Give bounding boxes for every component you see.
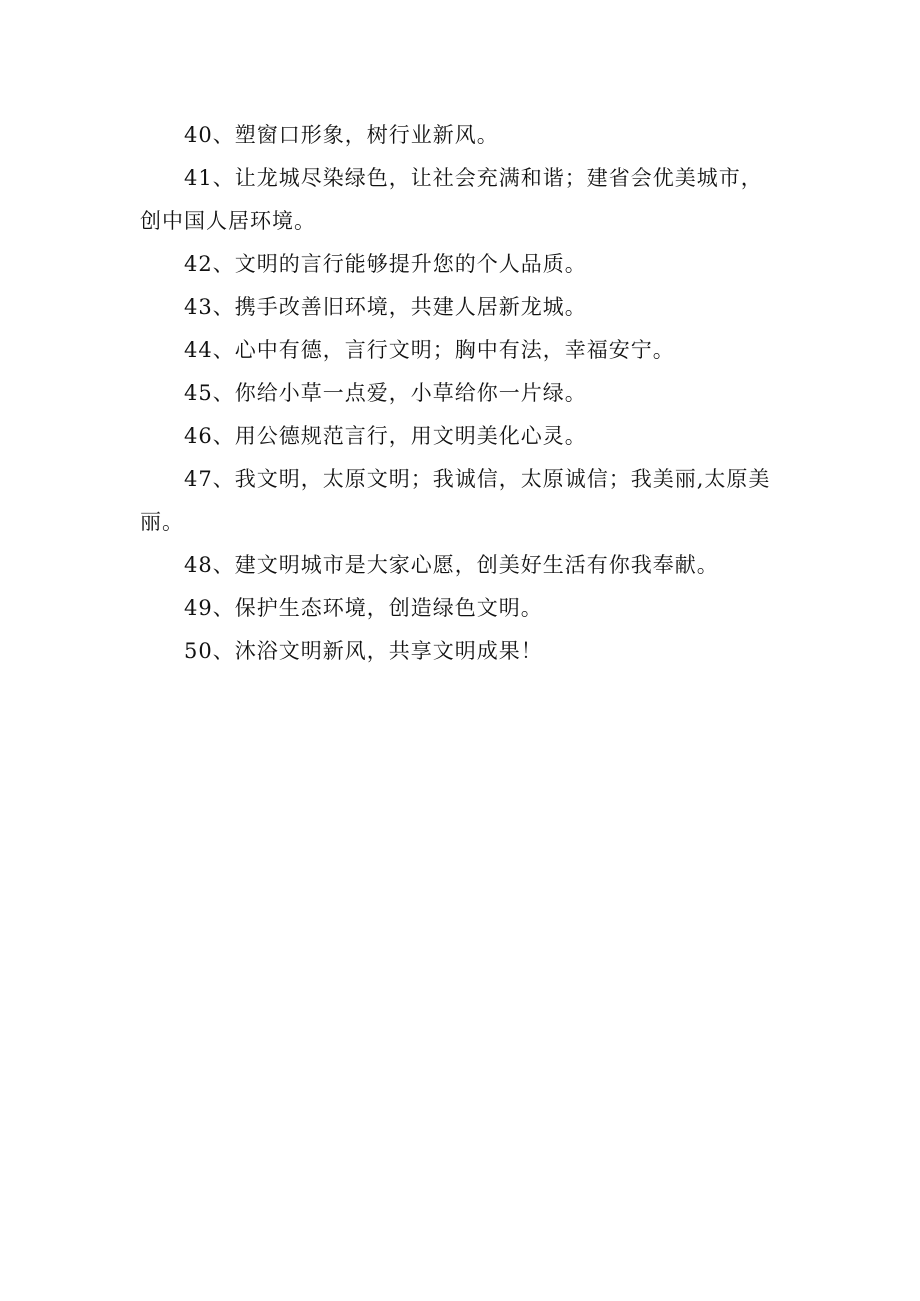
slogan-item: 48、建文明城市是大家心愿，创美好生活有你我奉献。 bbox=[184, 553, 719, 577]
slogan-item: 47、我文明，太原文明；我诚信，太原诚信；我美丽,太原美丽。 bbox=[140, 467, 771, 534]
slogan-item: 46、用公德规范言行，用文明美化心灵。 bbox=[184, 424, 587, 448]
slogan-item: 49、保护生态环境，创造绿色文明。 bbox=[184, 596, 543, 620]
slogan-list bbox=[140, 114, 780, 673]
slogan-item: 41、让龙城尽染绿色，让社会充满和谐；建省会优美城市，创中国人居环境。 bbox=[140, 166, 763, 233]
slogan-item: 50、沐浴文明新风，共享文明成果！ bbox=[184, 639, 543, 663]
slogan-item: 40、塑窗口形象，树行业新风。 bbox=[184, 123, 499, 147]
slogan-item: 44、心中有德，言行文明；胸中有法，幸福安宁。 bbox=[184, 338, 675, 362]
slogan-item: 42、文明的言行能够提升您的个人品质。 bbox=[184, 252, 587, 276]
slogan-item: 45、你给小草一点爱，小草给你一片绿。 bbox=[184, 381, 587, 405]
slogan-item: 43、携手改善旧环境，共建人居新龙城。 bbox=[184, 295, 587, 319]
